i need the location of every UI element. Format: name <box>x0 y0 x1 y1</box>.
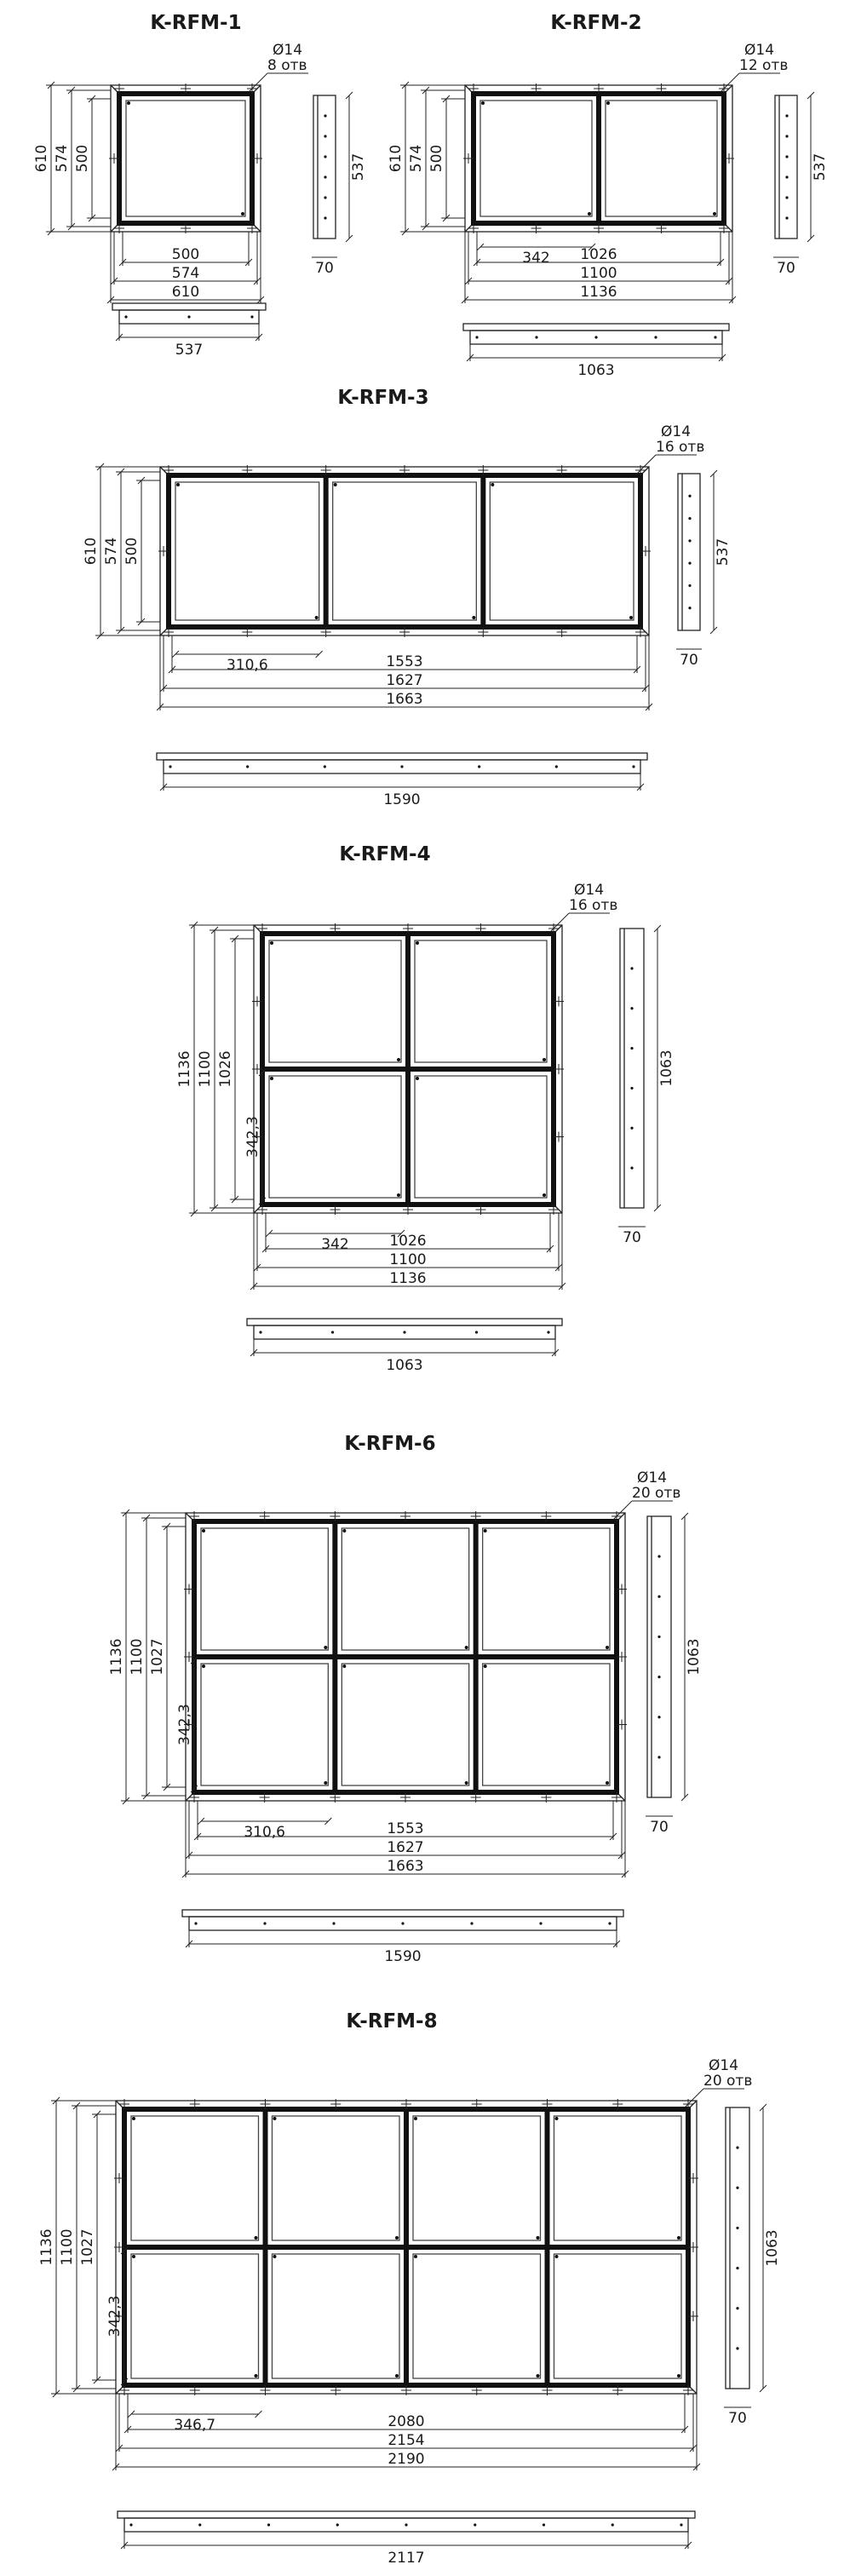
hole-callout-leader <box>637 455 656 474</box>
bottom-strip-flange <box>118 2511 695 2518</box>
side-hole-dot <box>785 175 788 178</box>
strip-hole-dot <box>474 2523 476 2526</box>
dimension-label-bottom: 2154 <box>388 2432 425 2449</box>
screw-dot <box>255 2236 258 2240</box>
screw-dot <box>270 941 273 945</box>
dimension-label-left: 1136 <box>108 1638 125 1676</box>
screw-dot <box>481 101 485 105</box>
dimension-label-bottom: 1100 <box>389 1251 427 1268</box>
screw-dot <box>416 941 419 945</box>
dimension-label-left: 500 <box>123 537 141 566</box>
glass-pane <box>480 101 592 216</box>
screw-dot <box>324 1646 327 1649</box>
side-depth-label: 70 <box>650 1819 669 1836</box>
screw-dot <box>132 2117 135 2120</box>
dimension-label-bottom: 1026 <box>389 1233 427 1250</box>
screw-dot <box>555 2255 559 2258</box>
strip-hole-dot <box>594 336 597 338</box>
bottom-strip-flange <box>182 1910 623 1917</box>
dimension-label-cell-width: 342 <box>321 1236 349 1253</box>
screw-dot <box>270 1077 273 1080</box>
side-hole-dot <box>324 135 326 137</box>
screw-dot <box>414 2255 417 2258</box>
hole-count-label: 16 отв <box>656 439 705 456</box>
glass-pane <box>273 2254 400 2378</box>
dimension-label-left: 610 <box>83 537 100 566</box>
glass-pane <box>415 940 547 1062</box>
side-depth-label: 70 <box>728 2410 747 2427</box>
glass-pane <box>342 1664 468 1785</box>
strip-hole-dot <box>714 336 716 338</box>
screw-dot <box>342 1529 346 1532</box>
strip-hole-dot <box>535 336 537 338</box>
dimension-label-bottom: 1663 <box>387 1858 424 1875</box>
dimension-label-cell-width: 310,6 <box>244 1824 286 1841</box>
side-hole-dot <box>324 114 326 117</box>
drawing-title: K-RFM-2 <box>550 12 642 34</box>
dimension-label-left: 574 <box>54 144 71 173</box>
side-hole-dot <box>324 155 326 158</box>
side-hole-dot <box>630 1087 633 1090</box>
hole-callout-leader <box>249 73 267 92</box>
side-height-label: 537 <box>350 152 367 181</box>
side-hole-dot <box>657 1596 660 1598</box>
dimension-label-bottom: 2080 <box>388 2413 425 2430</box>
side-hole-dot <box>736 2267 738 2269</box>
strip-hole-dot <box>547 1331 549 1333</box>
dimension-label-left: 1100 <box>197 1050 214 1088</box>
strip-hole-dot <box>246 765 249 768</box>
strip-hole-dot <box>608 1922 611 1924</box>
screw-dot <box>629 616 633 619</box>
drawing-title: K-RFM-8 <box>346 2010 438 2033</box>
drawing-k-rfm-1 <box>33 12 367 359</box>
screw-dot <box>606 101 610 105</box>
strip-hole-dot <box>632 765 634 768</box>
strip-hole-dot <box>198 2523 201 2526</box>
screw-dot <box>395 2374 399 2378</box>
strip-hole-dot <box>194 1922 197 1924</box>
dimension-label-bottom: 1627 <box>386 672 423 689</box>
strip-hole-dot <box>543 2523 545 2526</box>
dimension-label-left: 500 <box>74 144 91 173</box>
screw-dot <box>537 2374 540 2378</box>
side-depth-label: 70 <box>777 260 795 277</box>
side-hole-dot <box>736 2147 738 2149</box>
strip-hole-dot <box>324 765 326 768</box>
hole-diameter-label: Ø14 <box>574 882 605 899</box>
strip-hole-dot <box>403 1331 405 1333</box>
screw-dot <box>713 212 716 216</box>
dimension-label-left: 610 <box>388 144 405 173</box>
drawing-k-rfm-4 <box>176 843 675 1374</box>
screw-dot <box>543 1193 546 1197</box>
dimension-label-cell-height: 342,3 <box>176 1704 193 1745</box>
side-hole-dot <box>688 517 691 520</box>
dimension-label-bottom: 1627 <box>387 1839 424 1856</box>
side-profile <box>647 1516 671 1797</box>
glass-pane <box>413 2254 541 2378</box>
side-hole-dot <box>630 1127 633 1130</box>
glass-pane <box>126 101 245 216</box>
dimension-label-left: 1136 <box>38 2228 55 2266</box>
side-depth-label: 70 <box>623 1229 641 1246</box>
drawing-title: K-RFM-6 <box>344 1433 436 1455</box>
hole-count-label: 16 отв <box>569 897 618 914</box>
dimension-label-left: 500 <box>428 144 445 173</box>
hole-callout-leader <box>685 2089 703 2107</box>
hole-diameter-label: Ø14 <box>637 1469 668 1486</box>
screw-dot <box>127 101 130 105</box>
strip-hole-dot <box>259 1331 261 1333</box>
side-hole-dot <box>324 216 326 219</box>
strip-hole-dot <box>555 765 558 768</box>
strip-hole-dot <box>336 2523 339 2526</box>
dimension-label-bottom: 1136 <box>580 284 617 301</box>
strip-hole-dot <box>400 765 403 768</box>
side-height-label: 1063 <box>764 2229 781 2267</box>
dimension-label-bottom: 1553 <box>387 1820 424 1837</box>
screw-dot <box>395 2236 399 2240</box>
side-hole-dot <box>736 2227 738 2229</box>
side-height-label: 537 <box>715 538 732 566</box>
glass-pane <box>413 2116 541 2240</box>
dimension-label-left: 1026 <box>217 1050 234 1088</box>
screw-dot <box>677 2236 680 2240</box>
bottom-strip-flange <box>247 1319 562 1325</box>
hole-diameter-label: Ø14 <box>273 42 303 59</box>
side-hole-dot <box>324 196 326 198</box>
side-hole-dot <box>785 135 788 137</box>
side-hole-dot <box>657 1716 660 1718</box>
hole-count-label: 8 отв <box>267 57 307 74</box>
strip-hole-dot <box>539 1922 542 1924</box>
strip-hole-dot <box>405 2523 407 2526</box>
strip-hole-dot <box>250 315 253 318</box>
strip-hole-dot <box>129 2523 132 2526</box>
glass-pane <box>606 101 717 216</box>
dimension-label-left: 1027 <box>149 1638 166 1676</box>
drawing-k-rfm-8 <box>38 2010 781 2567</box>
dimension-label-bottom: 500 <box>171 246 200 263</box>
strip-hole-dot <box>654 336 657 338</box>
dimension-label-bottom: 1663 <box>386 691 423 708</box>
dimension-label-left: 1100 <box>59 2228 76 2266</box>
dimension-label-bottom: 610 <box>171 284 200 301</box>
side-depth-label: 70 <box>680 652 698 669</box>
dimension-label-bottom: 1553 <box>386 653 423 670</box>
glass-pane <box>554 2254 682 2378</box>
screw-dot <box>555 2117 559 2120</box>
strip-hole-dot <box>187 315 190 318</box>
glass-pane <box>554 2116 682 2240</box>
glass-pane <box>333 482 477 620</box>
side-height-label: 1063 <box>658 1049 675 1087</box>
screw-dot <box>677 2374 680 2378</box>
dimension-label-bottom: 574 <box>171 265 200 282</box>
screw-dot <box>465 1646 468 1649</box>
side-hole-dot <box>736 2307 738 2309</box>
side-hole-dot <box>630 1167 633 1170</box>
side-hole-dot <box>657 1636 660 1638</box>
screw-dot <box>241 212 244 216</box>
hole-count-label: 12 отв <box>739 57 789 74</box>
side-profile <box>620 929 644 1208</box>
side-height-label: 537 <box>812 152 829 181</box>
glass-pane <box>201 1664 328 1785</box>
dimension-label-left: 1100 <box>129 1638 146 1676</box>
drawing-k-rfm-3 <box>83 387 732 808</box>
hole-callout-leader <box>721 73 739 92</box>
hole-diameter-label: Ø14 <box>661 423 692 440</box>
dimension-label-left: 1027 <box>79 2228 96 2266</box>
screw-dot <box>132 2255 135 2258</box>
drawing-k-rfm-6 <box>108 1433 703 1965</box>
dimension-label-left: 574 <box>103 537 120 566</box>
screw-dot <box>397 1193 400 1197</box>
bottom-strip-flange <box>463 324 729 331</box>
strip-hole-dot <box>611 2523 614 2526</box>
screw-dot <box>202 1665 205 1668</box>
screw-dot <box>606 1646 609 1649</box>
side-hole-dot <box>630 1007 633 1009</box>
screw-dot <box>334 483 337 486</box>
strip-length-label: 537 <box>175 342 204 359</box>
side-profile <box>678 474 700 630</box>
side-depth-label: 70 <box>315 260 334 277</box>
strip-hole-dot <box>124 315 127 318</box>
screw-dot <box>537 2236 540 2240</box>
glass-pane <box>269 940 401 1062</box>
screw-dot <box>324 1781 327 1785</box>
strip-hole-dot <box>169 765 171 768</box>
side-hole-dot <box>736 2187 738 2189</box>
strip-hole-dot <box>478 765 480 768</box>
dimension-label-cell-width: 310,6 <box>226 657 268 674</box>
hole-diameter-label: Ø14 <box>709 2057 739 2074</box>
strip-hole-dot <box>331 1331 334 1333</box>
strip-hole-dot <box>332 1922 335 1924</box>
side-hole-dot <box>657 1676 660 1678</box>
side-hole-dot <box>785 216 788 219</box>
strip-hole-dot <box>475 1331 478 1333</box>
screw-dot <box>255 2374 258 2378</box>
side-hole-dot <box>688 607 691 609</box>
side-hole-dot <box>736 2347 738 2349</box>
hole-callout-leader <box>550 913 569 932</box>
screw-dot <box>491 483 494 486</box>
strip-hole-dot <box>263 1922 266 1924</box>
screw-dot <box>606 1781 609 1785</box>
screw-dot <box>416 1077 419 1080</box>
screw-dot <box>202 1529 205 1532</box>
screw-dot <box>342 1665 346 1668</box>
strip-hole-dot <box>680 2523 682 2526</box>
screw-dot <box>176 483 180 486</box>
drawing-k-rfm-2 <box>388 12 829 379</box>
glass-pane <box>201 1528 328 1650</box>
hole-count-label: 20 отв <box>703 2073 753 2090</box>
glass-pane <box>269 1076 401 1198</box>
glass-pane <box>175 482 319 620</box>
dimension-label-bottom: 1100 <box>580 265 617 282</box>
drawing-title: K-RFM-3 <box>337 387 429 409</box>
strip-length-label: 1590 <box>383 791 421 808</box>
dimension-label-cell-width: 342 <box>522 250 550 267</box>
bottom-strip-flange <box>112 303 266 310</box>
strip-length-label: 1063 <box>577 362 615 379</box>
screw-dot <box>484 1529 487 1532</box>
screw-dot <box>273 2117 277 2120</box>
screw-dot <box>543 1058 546 1061</box>
side-hole-dot <box>657 1555 660 1558</box>
dimension-label-left: 574 <box>408 144 425 173</box>
dimension-label-bottom: 1026 <box>580 246 617 263</box>
bottom-strip-flange <box>157 753 647 760</box>
side-hole-dot <box>688 562 691 565</box>
side-hole-dot <box>785 114 788 117</box>
hole-callout-leader <box>613 1501 632 1520</box>
screw-dot <box>472 616 475 619</box>
side-hole-dot <box>785 196 788 198</box>
side-hole-dot <box>657 1756 660 1758</box>
side-hole-dot <box>688 539 691 542</box>
dimension-label-cell-width: 346,7 <box>174 2417 216 2434</box>
side-height-label: 1063 <box>686 1638 703 1676</box>
strip-length-label: 1590 <box>384 1948 422 1965</box>
glass-pane <box>483 1664 610 1785</box>
screw-dot <box>414 2117 417 2120</box>
glass-pane <box>415 1076 547 1198</box>
hole-diameter-label: Ø14 <box>744 42 775 59</box>
strip-length-label: 1063 <box>386 1357 423 1374</box>
dimension-label-cell-height: 342,3 <box>106 2295 123 2337</box>
screw-dot <box>465 1781 468 1785</box>
side-hole-dot <box>785 155 788 158</box>
screw-dot <box>484 1665 487 1668</box>
side-hole-dot <box>630 967 633 969</box>
side-hole-dot <box>324 175 326 178</box>
glass-pane <box>131 2116 259 2240</box>
strip-hole-dot <box>401 1922 404 1924</box>
side-hole-dot <box>688 495 691 497</box>
glass-pane <box>483 1528 610 1650</box>
strip-hole-dot <box>470 1922 473 1924</box>
dimension-label-cell-height: 342,3 <box>244 1116 261 1158</box>
screw-dot <box>273 2255 277 2258</box>
dimension-label-left: 610 <box>33 144 50 173</box>
screw-dot <box>315 616 319 619</box>
glass-pane <box>342 1528 468 1650</box>
side-profile <box>726 2107 749 2389</box>
drawing-title: K-RFM-1 <box>150 12 242 34</box>
dimension-label-left: 1136 <box>176 1050 193 1088</box>
strip-hole-dot <box>267 2523 270 2526</box>
hole-count-label: 20 отв <box>632 1485 681 1502</box>
strip-length-label: 2117 <box>388 2550 425 2567</box>
strip-hole-dot <box>475 336 478 338</box>
side-hole-dot <box>630 1047 633 1049</box>
glass-pane <box>490 482 634 620</box>
screw-dot <box>588 212 591 216</box>
glass-pane <box>131 2254 259 2378</box>
glass-pane <box>273 2116 400 2240</box>
screw-dot <box>397 1058 400 1061</box>
dimension-label-bottom: 1136 <box>389 1270 427 1287</box>
dimension-label-bottom: 2190 <box>388 2451 425 2468</box>
side-hole-dot <box>688 584 691 587</box>
drawing-title: K-RFM-4 <box>339 843 431 865</box>
